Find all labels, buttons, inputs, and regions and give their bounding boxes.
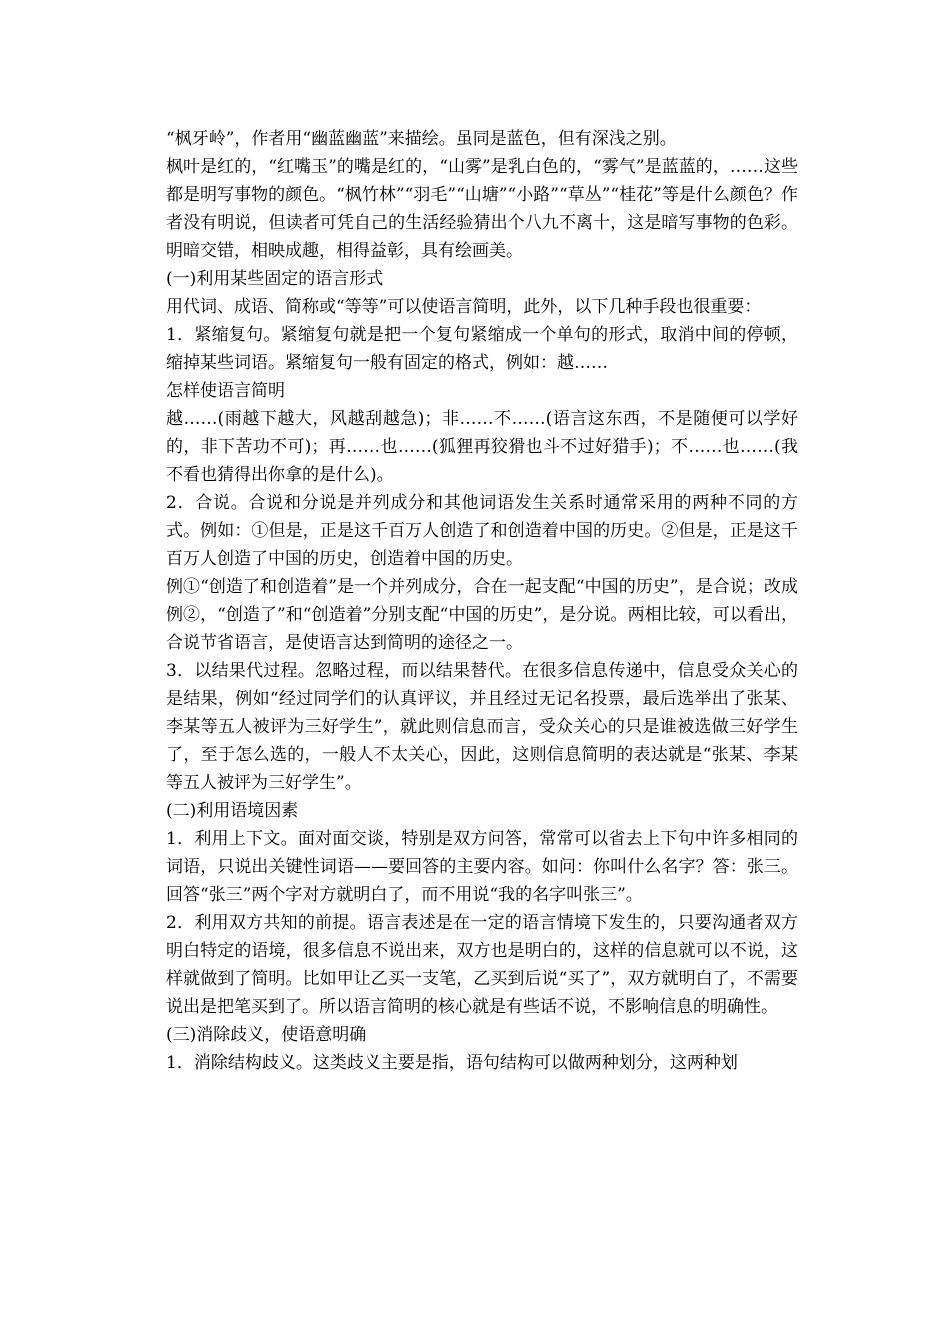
paragraph-4: 1．紧缩复句。紧缩复句就是把一个复句紧缩成一个单句的形式，取消中间的停顿，缩掉某些词语。紧缩复句一般有固定的格式，例如：越…… (166, 325, 798, 373)
paragraph-5: 越……(雨越下越大，风越刮越急)；非……不……(语言这东西，不是随便可以学好的，非下苦功不可)；再……也……(狐狸再狡猾也斗不过好猎手)；不……也……(我不看也猜得出你拿的是什么)。 (166, 409, 798, 485)
paragraph-6: 2．合说。合说和分说是并列成分和其他词语发生关系时通常采用的两种不同的方式。例如：①但是，正是这千百万人创造了和创造着中国的历史。②但是，正是这千百万人创造了中国的历史，创造着中国的历史。 (166, 493, 798, 569)
paragraph-1: “枫牙岭”，作者用“幽蓝幽蓝”来描绘。虽同是蓝色，但有深浅之别。 (166, 129, 677, 149)
inline-title: 怎样使语言简明 (166, 381, 285, 401)
paragraph-8: 3．以结果代过程。忽略过程，而以结果替代。在很多信息传递中，信息受众关心的是结果，例如“经过同学们的认真评议，并且经过无记名投票，最后选举出了张某、李某等五人被评为三好学生”，就此则信息而言，受众关心的只是谁被选做三好学生了，至于怎么选的，一般人不太关心，因此，这则信息简明的表达就是“张某、李某等五人被评为三好学生”。 (166, 661, 798, 793)
section-heading-2: (二)利用语境因素 (166, 801, 299, 821)
paragraph-2: 枫叶是红的，“红嘴玉”的嘴是红的，“山雾”是乳白色的，“雾气”是蓝蓝的，……这些都是明写事物的颜色。“枫竹林”“羽毛”“山塘”“小路”“草丛”“桂花”等是什么颜色？作者没有明说，但读者可凭自己的生活经验猜出个八九不离十，这是暗写事物的色彩。明暗交错，相映成趣，相得益彰，具有绘画美。 (166, 157, 798, 261)
paragraph-9: 1．利用上下文。面对面交谈，特别是双方问答，常常可以省去上下句中许多相同的词语，只说出关键性词语——要回答的主要内容。如问：你叫什么名字？答：张三。回答“张三”两个字对方就明白了，而不用说“我的名字叫张三”。 (166, 829, 798, 905)
section-heading-3: (三)消除歧义，使语意明确 (166, 1025, 367, 1045)
paragraph-10: 2．利用双方共知的前提。语言表述是在一定的语言情境下发生的，只要沟通者双方明白特定的语境，很多信息不说出来，双方也是明白的，这样的信息就可以不说，这样就做到了简明。比如甲让乙买一支笔，乙买到后说“买了”，双方就明白了，不需要说出是把笔买到了。所以语言简明的核心就是有些话不说，不影响信息的明确性。 (166, 913, 798, 1017)
paragraph-3: 用代词、成语、简称或“等等”可以使语言简明，此外，以下几种手段也很重要： (166, 297, 762, 317)
paragraph-11: 1．消除结构歧义。这类歧义主要是指，语句结构可以做两种划分，这两种划 (166, 1053, 738, 1073)
paragraph-7: 例①“创造了和创造着”是一个并列成分，合在一起支配“中国的历史”，是合说；改成例②，“创造了”和“创造着”分别支配“中国的历史”，是分说。两相比较，可以看出，合说节省语言，是使语言达到简明的途径之一。 (166, 577, 798, 653)
section-heading-1: (一)利用某些固定的语言形式 (166, 269, 384, 289)
document-body (166, 125, 798, 1077)
